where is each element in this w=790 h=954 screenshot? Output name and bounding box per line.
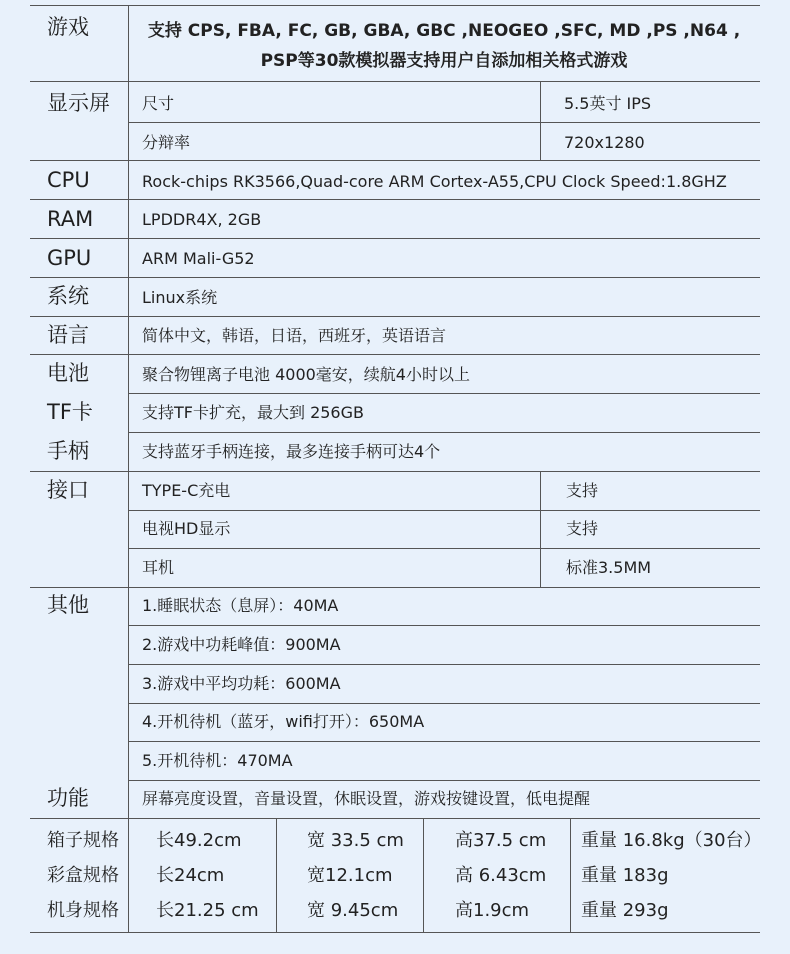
spec-carton-width: 宽 33.5 cm [307, 830, 404, 851]
port-typec-name: TYPE-C充电 [142, 481, 231, 500]
rule-port2-bottom [128, 548, 760, 549]
ram-value: LPDDR4X, 2GB [142, 210, 262, 229]
gpu-label: GPU [47, 246, 92, 270]
rule-bottom [30, 932, 760, 933]
ram-label: RAM [47, 207, 94, 231]
rule-specs-col3 [423, 818, 424, 932]
rule-system-bottom [30, 316, 760, 317]
rule-controller-bottom [30, 471, 760, 472]
rule-label-column [128, 5, 129, 818]
system-value: Linux系统 [142, 288, 218, 307]
games-line-1: 支持 CPS, FBA, FC, GB, GBA, GBC ,NEOGEO ,SFC, MD ,PS ,N64 , [147, 21, 741, 41]
spec-body-weight: 重量 293g [581, 900, 669, 921]
spec-giftbox-weight: 重量 183g [581, 865, 669, 886]
other-item-2: 2.游戏中功耗峰值：900MA [142, 635, 341, 654]
display-resolution-name: 分辩率 [142, 133, 191, 152]
rule-games-bottom [30, 81, 760, 82]
spec-giftbox-height: 高 6.43cm [455, 865, 547, 886]
rule-display-bottom [30, 160, 760, 161]
games-label: 游戏 [47, 15, 89, 39]
spec-giftbox-label: 彩盒规格 [47, 865, 119, 886]
rule-other5-bottom [128, 780, 760, 781]
cpu-value: Rock-chips RK3566,Quad-core ARM Cortex-A55,CPU Clock Speed:1.8GHZ [142, 172, 727, 191]
other-item-1: 1.睡眠状态（息屏）：40MA [142, 596, 339, 615]
other-item-3: 3.游戏中平均功耗：600MA [142, 674, 341, 693]
other-item-5: 5.开机待机：470MA [142, 751, 293, 770]
display-size-value: 5.5英寸 IPS [564, 94, 652, 113]
spec-giftbox-width: 宽12.1cm [307, 865, 393, 886]
port-hd-name: 电视HD显示 [142, 519, 231, 538]
rule-features-bottom [30, 818, 760, 819]
rule-specs-col4 [570, 818, 571, 932]
rule-specs-col2 [276, 818, 277, 932]
port-headphone-name: 耳机 [142, 558, 175, 577]
rule-battery-bottom [128, 393, 760, 394]
spec-carton-weight: 重量 16.8kg（30台） [581, 830, 762, 851]
rule-other2-bottom [128, 664, 760, 665]
spec-body-length: 长21.25 cm [156, 900, 259, 921]
rule-other4-bottom [128, 741, 760, 742]
features-value: 屏幕亮度设置，音量设置，休眠设置，游戏按键设置，低电提醒 [142, 789, 591, 808]
spec-body-label: 机身规格 [47, 900, 119, 921]
gpu-value: ARM Mali-G52 [142, 249, 255, 268]
spec-giftbox-length: 长24cm [156, 865, 225, 886]
rule-ports-bottom [30, 587, 760, 588]
language-label: 语言 [47, 323, 89, 347]
rule-specs-col1 [128, 818, 129, 932]
spec-carton-length: 长49.2cm [156, 830, 242, 851]
controller-value: 支持蓝牙手柄连接，最多连接手柄可达4个 [142, 442, 441, 461]
rule-display-value-column [540, 81, 541, 160]
features-label: 功能 [47, 786, 89, 810]
ports-label: 接口 [47, 478, 89, 502]
other-item-4: 4.开机待机（蓝牙，wifi打开）：650MA [142, 712, 425, 731]
rule-other1-bottom [128, 625, 760, 626]
cpu-label: CPU [47, 168, 90, 192]
rule-ports-value-column [540, 471, 541, 587]
battery-value: 聚合物锂离子电池 4000毫安，续航4小时以上 [142, 365, 470, 384]
system-label: 系统 [47, 284, 89, 308]
games-line-2: PSP等30款模拟器支持用户自添加相关格式游戏 [260, 51, 628, 71]
battery-label: 电池 [47, 361, 89, 385]
display-size-name: 尺寸 [142, 94, 175, 113]
rule-gpu-bottom [30, 277, 760, 278]
spec-carton-label: 箱子规格 [47, 830, 119, 851]
tf-card-label: TF卡 [47, 400, 93, 424]
rule-tf-bottom [128, 432, 760, 433]
tf-card-value: 支持TF卡扩充，最大到 256GB [142, 403, 364, 422]
spec-carton-height: 高37.5 cm [455, 830, 547, 851]
spec-body-height: 高1.9cm [455, 900, 530, 921]
rule-display-mid [128, 122, 760, 123]
controller-label: 手柄 [47, 439, 89, 463]
rule-port1-bottom [128, 510, 760, 511]
spec-body-width: 宽 9.45cm [307, 900, 399, 921]
other-label: 其他 [47, 593, 89, 617]
rule-cpu-bottom [30, 199, 760, 200]
port-hd-value: 支持 [566, 519, 599, 538]
rule-other3-bottom [128, 703, 760, 704]
port-headphone-value: 标准3.5MM [566, 558, 652, 577]
rule-ram-bottom [30, 238, 760, 239]
rule-top [30, 5, 760, 6]
language-value: 简体中文，韩语，日语，西班牙，英语语言 [142, 326, 447, 345]
display-label: 显示屏 [47, 91, 110, 115]
port-typec-value: 支持 [566, 481, 599, 500]
display-resolution-value: 720x1280 [564, 133, 645, 152]
rule-language-bottom [30, 354, 760, 355]
